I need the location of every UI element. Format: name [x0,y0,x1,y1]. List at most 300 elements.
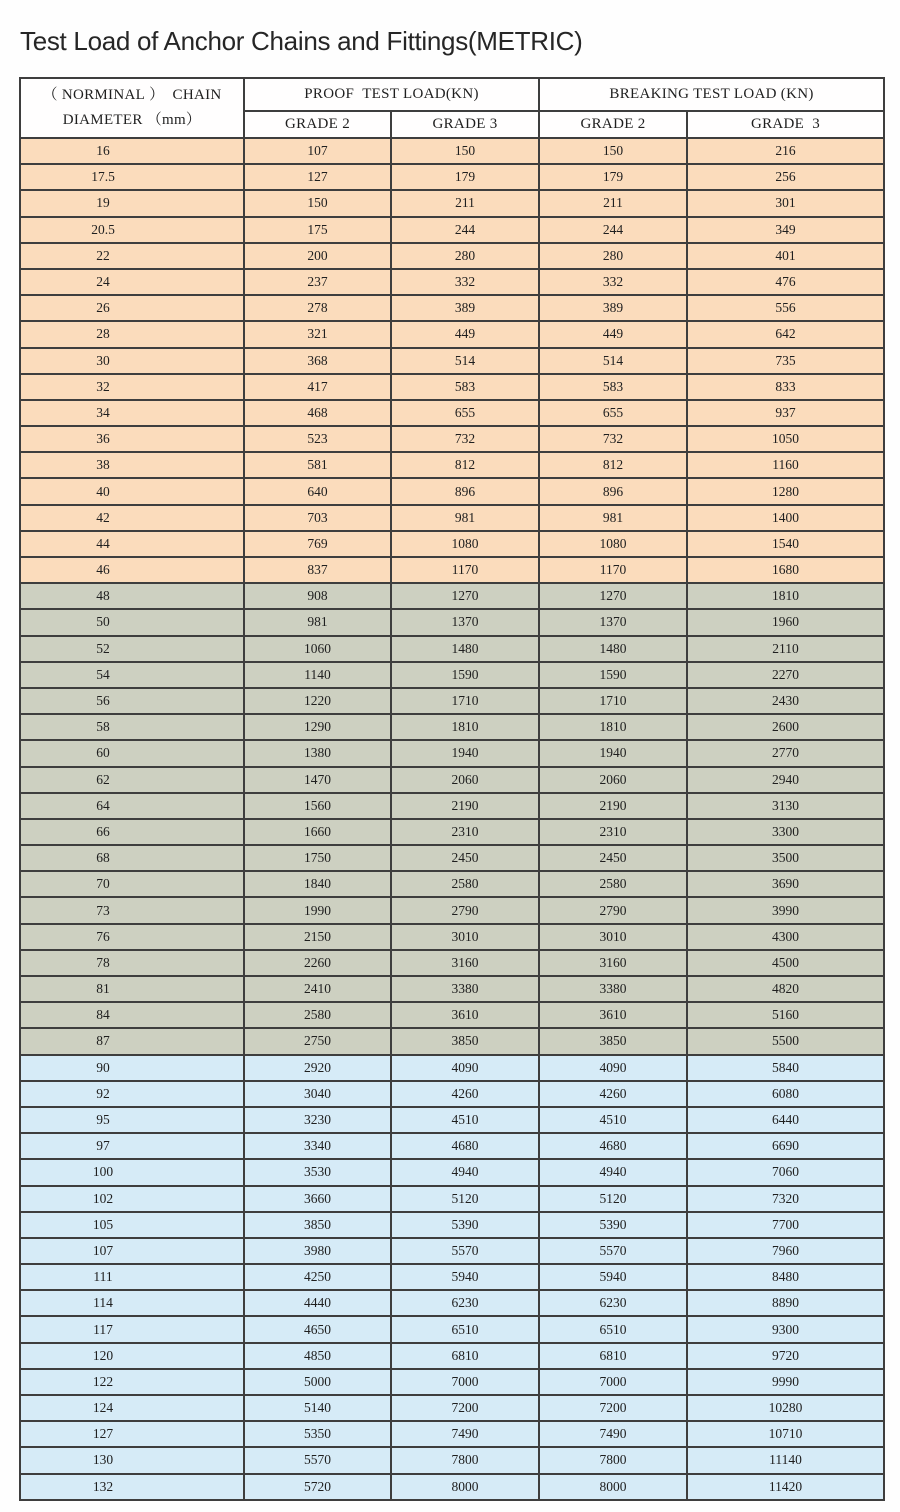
cell-breaking-grade2: 4940 [539,1159,687,1185]
cell-breaking-grade3: 3990 [687,897,884,923]
cell-proof-grade3: 1480 [391,636,539,662]
cell-proof-grade2: 4440 [244,1290,391,1316]
cell-proof-grade3: 1590 [391,662,539,688]
cell-diameter: 122 [20,1369,244,1395]
cell-breaking-grade2: 655 [539,400,687,426]
table-row [20,1343,884,1369]
table-row [20,688,884,714]
cell-diameter: 30 [20,348,244,374]
cell-proof-grade3: 5940 [391,1264,539,1290]
cell-breaking-grade3: 6080 [687,1081,884,1107]
cell-diameter: 92 [20,1081,244,1107]
cell-breaking-grade2: 211 [539,190,687,216]
cell-proof-grade2: 2580 [244,1002,391,1028]
table-row [20,1002,884,1028]
cell-proof-grade2: 703 [244,505,391,531]
header-chain-diameter-line1: （ NORMINAL ） CHAIN [42,86,222,103]
cell-proof-grade3: 449 [391,321,539,347]
cell-breaking-grade3: 1680 [687,557,884,583]
cell-proof-grade2: 1290 [244,714,391,740]
table-row [20,1186,884,1212]
cell-breaking-grade3: 1160 [687,452,884,478]
cell-breaking-grade2: 7000 [539,1369,687,1395]
cell-diameter: 38 [20,452,244,478]
table-row [20,452,884,478]
cell-diameter: 84 [20,1002,244,1028]
cell-proof-grade2: 1750 [244,845,391,871]
cell-proof-grade3: 280 [391,243,539,269]
cell-proof-grade3: 3610 [391,1002,539,1028]
cell-breaking-grade2: 4260 [539,1081,687,1107]
cell-proof-grade2: 2260 [244,950,391,976]
cell-proof-grade3: 6230 [391,1290,539,1316]
table-row [20,1290,884,1316]
table-row [20,374,884,400]
cell-breaking-grade3: 1960 [687,609,884,635]
cell-proof-grade2: 981 [244,609,391,635]
cell-breaking-grade3: 3690 [687,871,884,897]
cell-proof-grade2: 1380 [244,740,391,766]
cell-breaking-grade2: 583 [539,374,687,400]
cell-proof-grade2: 468 [244,400,391,426]
cell-proof-grade3: 896 [391,478,539,504]
test-load-table [19,77,885,1501]
cell-proof-grade3: 179 [391,164,539,190]
cell-diameter: 32 [20,374,244,400]
cell-breaking-grade2: 5570 [539,1238,687,1264]
cell-breaking-grade3: 2940 [687,767,884,793]
cell-proof-grade2: 368 [244,348,391,374]
cell-breaking-grade3: 256 [687,164,884,190]
cell-diameter: 111 [20,1264,244,1290]
table-row [20,505,884,531]
cell-diameter: 70 [20,871,244,897]
table-row [20,243,884,269]
cell-proof-grade2: 2750 [244,1028,391,1054]
cell-diameter: 81 [20,976,244,1002]
cell-diameter: 50 [20,609,244,635]
table-row [20,609,884,635]
table-row [20,321,884,347]
cell-proof-grade2: 640 [244,478,391,504]
cell-breaking-grade3: 1400 [687,505,884,531]
table-row [20,269,884,295]
cell-breaking-grade3: 8480 [687,1264,884,1290]
cell-diameter: 52 [20,636,244,662]
table-row [20,1395,884,1421]
cell-diameter: 90 [20,1055,244,1081]
cell-diameter: 60 [20,740,244,766]
cell-proof-grade2: 5140 [244,1395,391,1421]
cell-breaking-grade2: 514 [539,348,687,374]
cell-breaking-grade3: 10710 [687,1421,884,1447]
cell-proof-grade2: 3040 [244,1081,391,1107]
cell-diameter: 34 [20,400,244,426]
cell-diameter: 62 [20,767,244,793]
cell-proof-grade2: 321 [244,321,391,347]
cell-breaking-grade2: 5390 [539,1212,687,1238]
cell-proof-grade3: 2790 [391,897,539,923]
cell-breaking-grade2: 4510 [539,1107,687,1133]
cell-proof-grade2: 278 [244,295,391,321]
cell-breaking-grade2: 2790 [539,897,687,923]
cell-proof-grade3: 3380 [391,976,539,1002]
cell-proof-grade3: 244 [391,217,539,243]
table-row [20,1081,884,1107]
table-row [20,636,884,662]
cell-breaking-grade3: 4300 [687,924,884,950]
table-row [20,1421,884,1447]
cell-proof-grade3: 4090 [391,1055,539,1081]
cell-proof-grade2: 417 [244,374,391,400]
cell-breaking-grade3: 10280 [687,1395,884,1421]
cell-proof-grade3: 5120 [391,1186,539,1212]
header-chain-diameter [20,78,244,138]
cell-breaking-grade3: 349 [687,217,884,243]
cell-proof-grade2: 523 [244,426,391,452]
cell-breaking-grade2: 1270 [539,583,687,609]
cell-diameter: 68 [20,845,244,871]
cell-breaking-grade3: 1540 [687,531,884,557]
cell-breaking-grade3: 8890 [687,1290,884,1316]
cell-proof-grade3: 150 [391,138,539,164]
cell-diameter: 26 [20,295,244,321]
header-proof-grade2: GRADE 2 [244,111,391,138]
page-title: Test Load of Anchor Chains and Fittings(METRIC) [20,26,583,56]
table-row [20,1238,884,1264]
cell-proof-grade3: 5390 [391,1212,539,1238]
cell-breaking-grade2: 4680 [539,1133,687,1159]
cell-breaking-grade2: 2310 [539,819,687,845]
cell-proof-grade3: 2450 [391,845,539,871]
table-row [20,426,884,452]
cell-breaking-grade3: 7320 [687,1186,884,1212]
table-row [20,583,884,609]
cell-breaking-grade2: 1480 [539,636,687,662]
cell-diameter: 87 [20,1028,244,1054]
cell-diameter: 114 [20,1290,244,1316]
cell-proof-grade3: 3160 [391,950,539,976]
cell-breaking-grade3: 11140 [687,1447,884,1473]
cell-proof-grade3: 2190 [391,793,539,819]
cell-breaking-grade3: 833 [687,374,884,400]
cell-proof-grade2: 3340 [244,1133,391,1159]
cell-breaking-grade3: 2430 [687,688,884,714]
cell-proof-grade2: 3230 [244,1107,391,1133]
header-chain-diameter-line2: DIAMETER （mm） [62,112,202,128]
cell-proof-grade3: 4510 [391,1107,539,1133]
cell-proof-grade2: 3530 [244,1159,391,1185]
cell-diameter: 36 [20,426,244,452]
table-row [20,1055,884,1081]
table-row [20,348,884,374]
cell-breaking-grade2: 7490 [539,1421,687,1447]
cell-diameter: 17.5 [20,164,244,190]
cell-breaking-grade2: 1370 [539,609,687,635]
cell-breaking-grade2: 1080 [539,531,687,557]
cell-breaking-grade2: 2580 [539,871,687,897]
cell-diameter: 22 [20,243,244,269]
cell-breaking-grade2: 449 [539,321,687,347]
cell-breaking-grade2: 8000 [539,1474,687,1500]
cell-breaking-grade3: 2600 [687,714,884,740]
cell-proof-grade3: 732 [391,426,539,452]
cell-proof-grade2: 5350 [244,1421,391,1447]
cell-diameter: 19 [20,190,244,216]
cell-proof-grade2: 1140 [244,662,391,688]
table-row [20,557,884,583]
cell-breaking-grade3: 7700 [687,1212,884,1238]
cell-breaking-grade3: 476 [687,269,884,295]
cell-proof-grade3: 6510 [391,1316,539,1342]
cell-proof-grade3: 583 [391,374,539,400]
table-row [20,1028,884,1054]
table-row [20,714,884,740]
table-row [20,1212,884,1238]
cell-proof-grade2: 2920 [244,1055,391,1081]
cell-proof-grade3: 1080 [391,531,539,557]
cell-diameter: 100 [20,1159,244,1185]
cell-breaking-grade3: 1050 [687,426,884,452]
cell-proof-grade2: 837 [244,557,391,583]
cell-breaking-grade3: 401 [687,243,884,269]
cell-breaking-grade2: 5940 [539,1264,687,1290]
cell-proof-grade2: 1470 [244,767,391,793]
cell-proof-grade3: 4260 [391,1081,539,1107]
cell-proof-grade3: 5570 [391,1238,539,1264]
cell-diameter: 20.5 [20,217,244,243]
cell-breaking-grade3: 7060 [687,1159,884,1185]
cell-breaking-grade3: 2270 [687,662,884,688]
table-row [20,976,884,1002]
cell-diameter: 124 [20,1395,244,1421]
cell-proof-grade3: 1170 [391,557,539,583]
table-row [20,871,884,897]
cell-proof-grade3: 812 [391,452,539,478]
cell-diameter: 58 [20,714,244,740]
cell-proof-grade2: 2410 [244,976,391,1002]
cell-breaking-grade2: 3160 [539,950,687,976]
header-proof-test-load: PROOF TEST LOAD(KN) [244,78,539,111]
table-row [20,924,884,950]
cell-breaking-grade3: 4820 [687,976,884,1002]
cell-proof-grade3: 7800 [391,1447,539,1473]
table-row [20,164,884,190]
cell-proof-grade3: 1370 [391,609,539,635]
cell-breaking-grade2: 389 [539,295,687,321]
cell-breaking-grade2: 732 [539,426,687,452]
cell-diameter: 78 [20,950,244,976]
table-row [20,531,884,557]
cell-breaking-grade3: 1280 [687,478,884,504]
cell-diameter: 42 [20,505,244,531]
cell-breaking-grade3: 7960 [687,1238,884,1264]
cell-breaking-grade2: 6230 [539,1290,687,1316]
cell-breaking-grade3: 9720 [687,1343,884,1369]
cell-diameter: 130 [20,1447,244,1473]
cell-breaking-grade3: 3500 [687,845,884,871]
cell-proof-grade2: 3850 [244,1212,391,1238]
table-row [20,662,884,688]
cell-proof-grade2: 908 [244,583,391,609]
table-row [20,897,884,923]
cell-proof-grade2: 127 [244,164,391,190]
cell-diameter: 117 [20,1316,244,1342]
cell-breaking-grade2: 1590 [539,662,687,688]
cell-proof-grade2: 5000 [244,1369,391,1395]
header-proof-grade3: GRADE 3 [391,111,539,138]
cell-breaking-grade3: 9990 [687,1369,884,1395]
cell-proof-grade2: 3660 [244,1186,391,1212]
cell-proof-grade3: 514 [391,348,539,374]
table-row [20,950,884,976]
cell-proof-grade2: 1560 [244,793,391,819]
table-body [20,138,884,1500]
table-row [20,1264,884,1290]
cell-breaking-grade3: 1810 [687,583,884,609]
cell-breaking-grade2: 6510 [539,1316,687,1342]
cell-proof-grade2: 107 [244,138,391,164]
cell-proof-grade3: 4940 [391,1159,539,1185]
cell-proof-grade3: 4680 [391,1133,539,1159]
cell-breaking-grade2: 2060 [539,767,687,793]
cell-breaking-grade3: 5500 [687,1028,884,1054]
cell-proof-grade2: 4650 [244,1316,391,1342]
cell-proof-grade3: 2580 [391,871,539,897]
cell-proof-grade2: 581 [244,452,391,478]
cell-diameter: 102 [20,1186,244,1212]
cell-breaking-grade2: 3610 [539,1002,687,1028]
cell-proof-grade3: 1270 [391,583,539,609]
cell-proof-grade3: 3010 [391,924,539,950]
table-row [20,190,884,216]
cell-diameter: 107 [20,1238,244,1264]
cell-breaking-grade2: 7200 [539,1395,687,1421]
cell-breaking-grade2: 3850 [539,1028,687,1054]
table-row [20,845,884,871]
cell-proof-grade2: 1840 [244,871,391,897]
table-row [20,1447,884,1473]
cell-proof-grade2: 175 [244,217,391,243]
cell-breaking-grade2: 150 [539,138,687,164]
cell-proof-grade3: 981 [391,505,539,531]
cell-proof-grade3: 1810 [391,714,539,740]
cell-breaking-grade3: 301 [687,190,884,216]
table-row [20,400,884,426]
cell-proof-grade2: 1660 [244,819,391,845]
cell-proof-grade3: 2310 [391,819,539,845]
table-row [20,1133,884,1159]
cell-diameter: 73 [20,897,244,923]
cell-diameter: 66 [20,819,244,845]
cell-diameter: 76 [20,924,244,950]
cell-proof-grade2: 5720 [244,1474,391,1500]
cell-diameter: 40 [20,478,244,504]
cell-proof-grade3: 7200 [391,1395,539,1421]
cell-proof-grade3: 389 [391,295,539,321]
table-row [20,1107,884,1133]
cell-proof-grade3: 1710 [391,688,539,714]
cell-breaking-grade2: 981 [539,505,687,531]
cell-proof-grade2: 200 [244,243,391,269]
cell-diameter: 105 [20,1212,244,1238]
header-breaking-grade3: GRADE 3 [687,111,884,138]
cell-diameter: 28 [20,321,244,347]
cell-breaking-grade2: 244 [539,217,687,243]
cell-breaking-grade2: 179 [539,164,687,190]
cell-proof-grade3: 6810 [391,1343,539,1369]
table-row [20,1474,884,1500]
cell-breaking-grade2: 1810 [539,714,687,740]
cell-breaking-grade3: 9300 [687,1316,884,1342]
cell-proof-grade3: 655 [391,400,539,426]
cell-proof-grade2: 1220 [244,688,391,714]
cell-proof-grade2: 237 [244,269,391,295]
cell-breaking-grade2: 3010 [539,924,687,950]
table-row [20,1159,884,1185]
table-row [20,793,884,819]
cell-breaking-grade2: 4090 [539,1055,687,1081]
cell-breaking-grade3: 2770 [687,740,884,766]
cell-proof-grade2: 5570 [244,1447,391,1473]
cell-breaking-grade3: 4500 [687,950,884,976]
table-row [20,295,884,321]
cell-proof-grade3: 7000 [391,1369,539,1395]
cell-diameter: 132 [20,1474,244,1500]
cell-proof-grade2: 2150 [244,924,391,950]
table-row [20,819,884,845]
cell-breaking-grade3: 5840 [687,1055,884,1081]
cell-proof-grade3: 2060 [391,767,539,793]
cell-breaking-grade2: 7800 [539,1447,687,1473]
cell-breaking-grade2: 1940 [539,740,687,766]
cell-proof-grade2: 4250 [244,1264,391,1290]
cell-breaking-grade2: 280 [539,243,687,269]
table-row [20,1369,884,1395]
cell-diameter: 120 [20,1343,244,1369]
table-row [20,740,884,766]
cell-diameter: 56 [20,688,244,714]
cell-diameter: 97 [20,1133,244,1159]
cell-breaking-grade3: 6440 [687,1107,884,1133]
cell-proof-grade2: 1990 [244,897,391,923]
cell-diameter: 64 [20,793,244,819]
cell-breaking-grade2: 332 [539,269,687,295]
cell-proof-grade3: 8000 [391,1474,539,1500]
cell-breaking-grade2: 2190 [539,793,687,819]
cell-breaking-grade3: 3300 [687,819,884,845]
cell-proof-grade3: 1940 [391,740,539,766]
header-breaking-grade2: GRADE 2 [539,111,687,138]
cell-breaking-grade3: 2110 [687,636,884,662]
cell-breaking-grade3: 937 [687,400,884,426]
cell-proof-grade3: 332 [391,269,539,295]
cell-proof-grade3: 3850 [391,1028,539,1054]
cell-breaking-grade2: 5120 [539,1186,687,1212]
table-row [20,767,884,793]
cell-diameter: 54 [20,662,244,688]
table-row [20,217,884,243]
cell-breaking-grade2: 3380 [539,976,687,1002]
cell-breaking-grade3: 735 [687,348,884,374]
cell-breaking-grade3: 6690 [687,1133,884,1159]
cell-breaking-grade2: 1170 [539,557,687,583]
cell-breaking-grade2: 812 [539,452,687,478]
table-row [20,1316,884,1342]
cell-breaking-grade2: 6810 [539,1343,687,1369]
cell-diameter: 16 [20,138,244,164]
cell-proof-grade2: 3980 [244,1238,391,1264]
